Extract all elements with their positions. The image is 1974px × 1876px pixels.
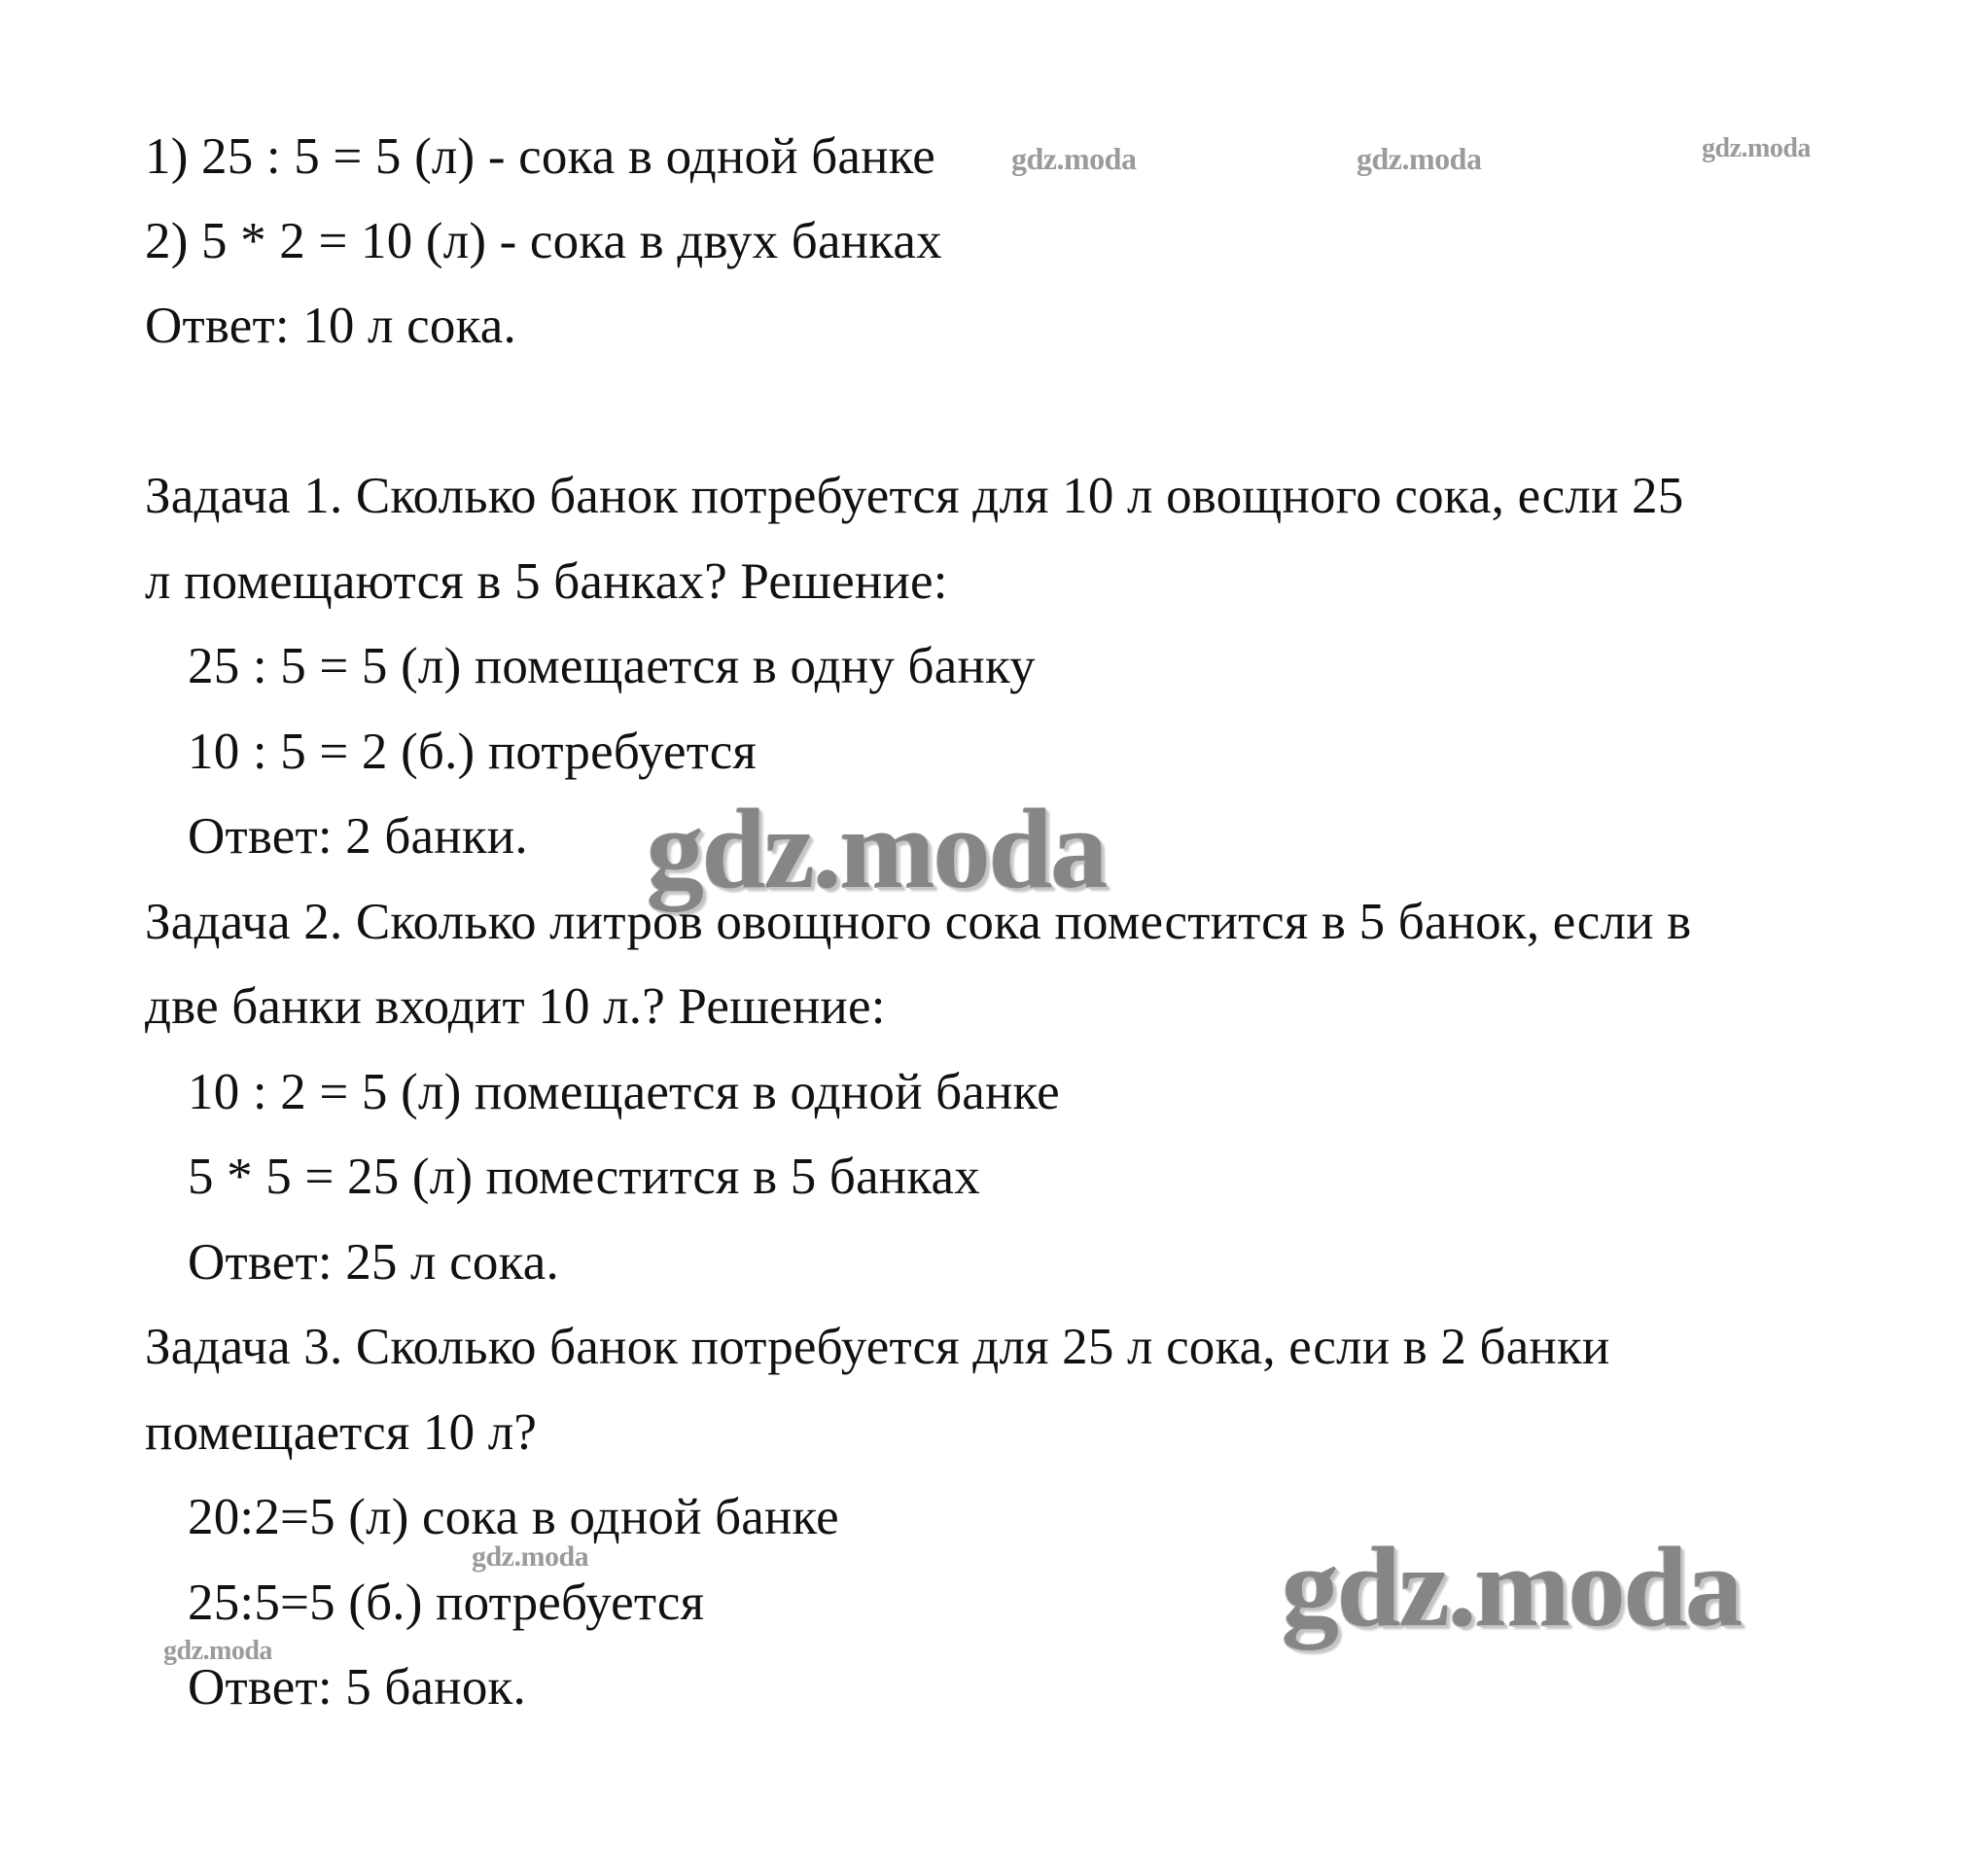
watermark-small-2: gdz.moda xyxy=(1357,141,1482,176)
task1-answer: Ответ: 2 банки. xyxy=(188,808,528,865)
task3-answer: Ответ: 5 банок. xyxy=(188,1659,526,1716)
watermark-small-3: gdz.moda xyxy=(1702,133,1811,163)
task2-answer: Ответ: 25 л сока. xyxy=(188,1234,559,1291)
task2-question-line1: Задача 2. Сколько литров овощного сока поместится в 5 банок, если в xyxy=(145,894,1692,950)
task1-question-line2: л помещаются в 5 банках? Решение: xyxy=(145,553,948,610)
watermark-large-2: gdz.moda xyxy=(1282,1523,1742,1650)
task3-question-line1: Задача 3. Сколько банок потребуется для 25 л сока, если в 2 банки xyxy=(145,1319,1610,1375)
task3-question-line2: помещается 10 л? xyxy=(145,1404,538,1461)
watermark-small-5: gdz.moda xyxy=(163,1636,272,1666)
watermark-small-1: gdz.moda xyxy=(1011,141,1137,176)
task3-step-2: 25:5=5 (б.) потребуется xyxy=(188,1575,705,1631)
solution-step-2: 2) 5 * 2 = 10 (л) - сока в двух банках xyxy=(145,213,942,269)
task1-step-2: 10 : 5 = 2 (б.) потребуется xyxy=(188,724,758,780)
solution-step-1: 1) 25 : 5 = 5 (л) - сока в одной банке xyxy=(145,128,936,185)
task1-step-1: 25 : 5 = 5 (л) помещается в одну банку xyxy=(188,638,1036,694)
task2-question-line2: две банки входит 10 л.? Решение: xyxy=(145,978,886,1035)
task1-question-line1: Задача 1. Сколько банок потребуется для 10 л овощного сока, если 25 xyxy=(145,468,1684,524)
task3-step-1: 20:2=5 (л) сока в одной банке xyxy=(188,1489,839,1545)
watermark-small-4: gdz.moda xyxy=(472,1540,589,1573)
task2-step-2: 5 * 5 = 25 (л) поместится в 5 банках xyxy=(188,1149,980,1205)
solution-answer: Ответ: 10 л сока. xyxy=(145,298,516,354)
watermark-large-1: gdz.moda xyxy=(647,785,1107,912)
task2-step-1: 10 : 2 = 5 (л) помещается в одной банке xyxy=(188,1064,1060,1120)
